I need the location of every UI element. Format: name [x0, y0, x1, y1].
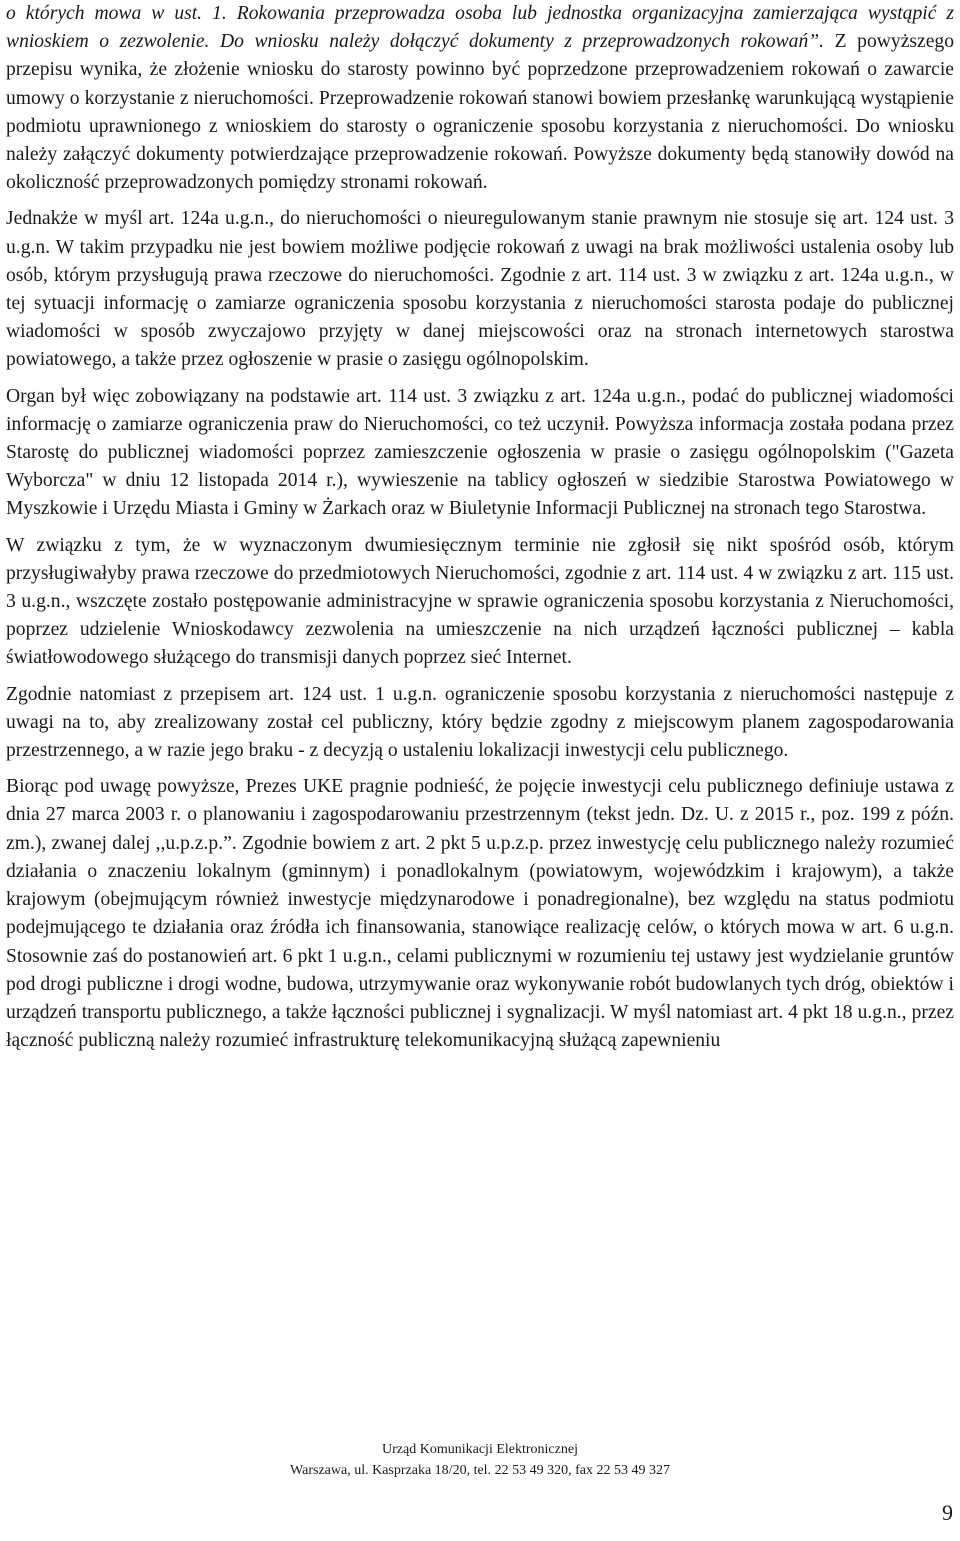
paragraph-2: Jednakże w myśl art. 124a u.g.n., do nieruchomości o nieuregulowanym stanie prawnym nie stosuje się art. 124 ust. 3 u.g.n. W takim przypadku nie jest bowiem możliwe podjęcie rokowań z uwagi na brak możliwości ustalenia osoby lub osób, którym przysługują prawa rzeczowe do nieruchomości. Zgodnie z art. 114 ust. 3 w związku z art. 124a u.g.n., w tej sytuacji informację o zamiarze ograniczenia sposobu korzystania z nieruchomości starosta podaje do publicznej wiadomości w sposób zwyczajowo przyjęty w danej miejscowości oraz na stronach internetowych starostwa powiatowego, a także przez ogłoszenie w prasie o zasięgu ogólnopolskim.: [6, 208, 954, 371]
paragraph-5: Zgodnie natomiast z przepisem art. 124 ust. 1 u.g.n. ograniczenie sposobu korzystania z nieruchomości następuje z uwagi na to, aby zrealizowany został cel publiczny, który będzie zgodny z miejscowym planem zagospodarowania przestrzennego, a w razie jego braku - z decyzją o ustaleniu lokalizacji inwestycji celu publicznego.: [6, 683, 954, 762]
page-footer: [0, 1439, 960, 1481]
paragraph-4: W związku z tym, że w wyznaczonym dwumiesięcznym terminie nie zgłosił się nikt spośród osób, którym przysługiwałyby prawa rzeczowe do przedmiotowych Nieruchomości, zgodnie z art. 114 ust. 4 w związku z art. 115 ust. 3 u.g.n., wszczęte zostało postępowanie administracyjne w sprawie ograniczenia sposobu korzystania z Nieruchomości, poprzez udzielenie Wnioskodawcy zezwolenia na umieszczenie na nich urządzeń łączności publicznej – kabla światłowodowego służącego do transmisji danych poprzez sieć Internet.: [6, 534, 954, 669]
footer-institution: Urząd Komunikacji Elektronicznej: [382, 1442, 578, 1457]
document-body: [6, 0, 954, 1055]
paragraph-6: Biorąc pod uwagę powyższe, Prezes UKE pragnie podnieść, że pojęcie inwestycji celu publicznego definiuje ustawa z dnia 27 marca 2003 r. o planowaniu i zagospodarowaniu przestrzennym (tekst jedn. Dz. U. z 2015 r., poz. 199 z późn. zm.), zwanej dalej ,,u.p.z.p.”. Zgodnie bowiem z art. 2 pkt 5 u.p.z.p. przez inwestycję celu publicznego należy rozumieć działania o znaczeniu lokalnym (gminnym) i ponadlokalnym (powiatowym, wojewódzkim i krajowym), a także krajowym (obejmującym również inwestycje międzynarodowe i ponadregionalne), bez względu na status podmiotu podejmującego te działania oraz źródła ich finansowania, stanowiące realizację celów, o których mowa w art. 6 u.g.n. Stosownie zaś do postanowień art. 6 pkt 1 u.g.n., celami publicznymi w rozumieniu tej ustawy jest wydzielanie gruntów pod drogi publiczne i drogi wodne, budowa, utrzymywanie oraz wykonywanie robót budowlanych tych dróg, obiektów i urządzeń transportu publicznego, a także łączności publicznej i sygnalizacji. W myśl natomiast art. 4 pkt 18 u.g.n., przez łączność publiczną należy rozumieć infrastrukturę telekomunikacyjną służącą zapewnieniu: [6, 776, 954, 1052]
paragraph-1-text: Z powyższego przepisu wynika, że złożenie wniosku do starosty powinno być poprzedzone przeprowadzeniem rokowań o zawarcie umowy o korzystanie z nieruchomości. Przeprowadzenie rokowań stanowi bowiem przesłankę warunkującą wystąpienie podmiotu uprawnionego z wnioskiem do starosty o ograniczenie sposobu korzystania z nieruchomości. Do wniosku należy załączyć dokumenty potwierdzające przeprowadzenie rokowań. Powyższe dokumenty będą stanowiły dowód na okoliczność przeprowadzonych pomiędzy stronami rokowań.: [6, 31, 955, 194]
paragraph-1: [6, 0, 954, 197]
footer-address: Warszawa, ul. Kasprzaka 18/20, tel. 22 53 49 320, fax 22 53 49 327: [290, 1463, 670, 1478]
quoted-provision: o których mowa w ust. 1. Rokowania przeprowadza osoba lub jednostka organizacyjna zamierzająca wystąpić z wnioskiem o zezwolenie. Do wniosku należy dołączyć dokumenty z przeprowadzonych rokowań”.: [6, 3, 954, 53]
paragraph-3: Organ był więc zobowiązany na podstawie art. 114 ust. 3 związku z art. 124a u.g.n., podać do publicznej wiadomości informację o zamiarze ograniczenia praw do Nieruchomości, co też uczynił. Powyższa informacja została podana przez Starostę do publicznej wiadomości poprzez zamieszczenie ogłoszenia w prasie o zasięgu ogólnopolskim ("Gazeta Wyborcza" w dniu 12 listopada 2014 r.), wywieszenie na tablicy ogłoszeń w siedzibie Starostwa Powiatowego w Myszkowie i Urzędu Miasta i Gminy w Żarkach oraz w Biuletynie Informacji Publicznej na stronach tego Starostwa.: [6, 385, 954, 520]
page-number: 9: [942, 1500, 953, 1525]
